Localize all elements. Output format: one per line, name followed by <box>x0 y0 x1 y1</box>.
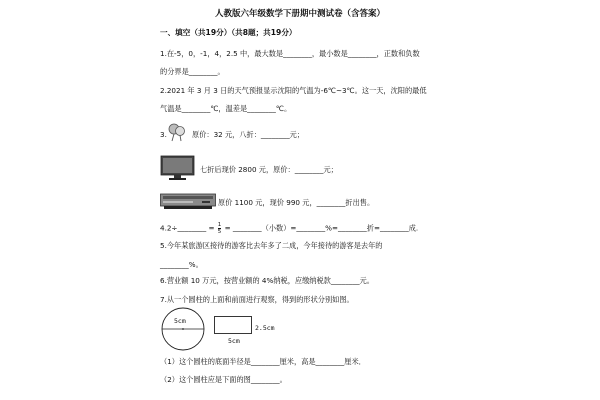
question-3c: 原价 1100 元，现价 990 元，________折出售。 <box>218 198 375 207</box>
question-5: 5.今年某旅游区接待的游客比去年多了二成，今年接待的游客是去年的 <box>160 241 383 250</box>
question-3a: 原价：32 元，八折：________元； <box>192 130 305 139</box>
question-6: 6.营业额 10 万元，按营业额的 4%纳税，应缴纳税款________元。 <box>160 276 374 285</box>
question-7-part-2: （2）这个圆柱应是下面的图________。 <box>160 375 287 384</box>
page-title: 人教版六年级数学下册期中测试卷（含答案） <box>214 9 385 19</box>
section-heading: 一、填空（共19分）（共8题；共19分） <box>160 28 297 37</box>
question-3b: 七折后现价 2800 元，原价：________元； <box>200 165 338 174</box>
fraction-denominator: 5 <box>217 229 222 235</box>
question-4-rest: = ________（小数）=________%=________折=________成. <box>222 223 419 233</box>
question-4 <box>160 222 418 235</box>
question-3-number: 3. <box>160 130 167 139</box>
printer-icon <box>160 192 216 210</box>
lollipop-icon <box>167 122 187 142</box>
fraction-numerator: 1 <box>217 222 222 228</box>
question-1: 1.在-5，0，-1，4，2.5 中，最大数是________，最小数是________，正数和负数 <box>160 49 420 58</box>
question-1-cont: 的分界是________。 <box>160 67 225 76</box>
question-2: 2.2021 年 3 月 3 日的天气预报显示沈阳的气温为-6℃~3℃。这一天，沈阳的最低 <box>160 86 427 95</box>
fraction <box>218 222 222 235</box>
question-2-cont: 气温是________℃，温差是________℃。 <box>160 104 292 113</box>
circle-figure <box>160 307 208 351</box>
question-7: 7.从一个圆柱的上面和前面进行观察，得到的形状分别如图。 <box>160 295 354 304</box>
question-4-start: 4.2÷________ = <box>160 223 217 233</box>
rectangle-bottom-label: 5cm <box>228 337 240 345</box>
tv-monitor-icon <box>160 155 195 181</box>
rectangle-side-label: 2.5cm <box>255 324 275 332</box>
question-5-cont: ________%。 <box>160 260 203 269</box>
rectangle-figure <box>214 316 254 336</box>
circle-label: 5cm <box>174 317 186 325</box>
question-7-part-1: （1）这个圆柱的底面半径是________厘米，高是________厘米． <box>160 357 366 366</box>
